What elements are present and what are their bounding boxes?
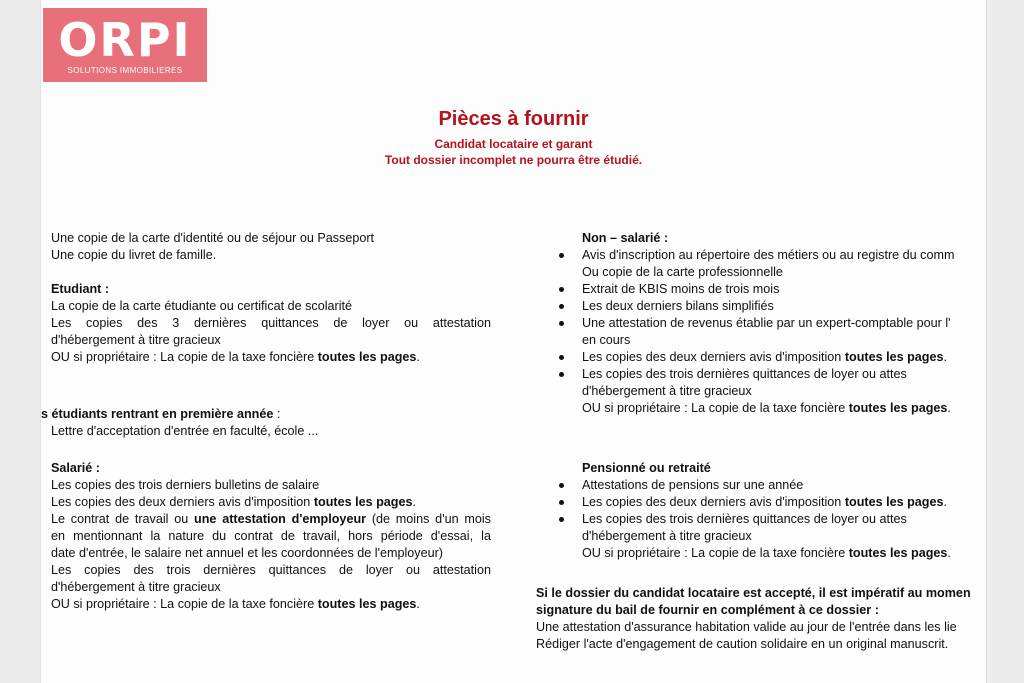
list-item: Le contrat de travail ou une attestation d'employeur (de moins d'un mois — [51, 512, 491, 526]
section-dossier-accepte — [536, 585, 971, 653]
bullet-item: Les copies des trois dernières quittances de loyer ou attes — [536, 366, 954, 383]
orpi-logo — [43, 8, 207, 82]
list-item: d'hébergement à titre gracieux — [51, 580, 221, 594]
page-warning: Tout dossier incomplet ne pourra être étudié. — [384, 153, 643, 167]
section-heading: Salarié : — [51, 461, 101, 475]
section-non-salarie — [536, 230, 954, 417]
list-item: Les copies des trois dernières quittances de loyer ou attestation — [51, 563, 491, 577]
general-line: Une copie de la carte d'identité ou de séjour ou Passeport — [51, 231, 375, 245]
general-line: Une copie du livret de famille. — [51, 248, 217, 262]
list-item: Les copies des trois derniers bulletins de salaire — [51, 478, 320, 492]
section-heading: Etudiant : — [51, 282, 110, 296]
bullet-item: Les deux derniers bilans simplifiés — [536, 298, 954, 315]
notice-bold-line: signature du bail de fournir en complément à ce dossier : — [536, 603, 879, 617]
notice-line: Rédiger l'acte d'engagement de caution solidaire en un original manuscrit. — [536, 637, 949, 651]
list-item: Lettre d'acceptation d'entrée en faculté, école ... — [51, 424, 319, 438]
list-item: en mentionnant la nature du contrat de travail, hors période d'essai, la — [51, 529, 491, 543]
bullet-continuation: d'hébergement à titre gracieux — [582, 529, 752, 543]
bullet-continuation: en cours — [582, 333, 631, 347]
section-heading: Non – salarié : — [582, 231, 669, 245]
list-item: OU si propriétaire : La copie de la taxe foncière toutes les pages. — [51, 350, 420, 364]
section-heading: Pensionné ou retraité — [582, 461, 711, 475]
section-salarie — [51, 460, 491, 613]
bullet-continuation: Ou copie de la carte professionnelle — [582, 265, 783, 279]
document-header — [41, 108, 986, 168]
list-item: Les copies des deux derniers avis d'imposition toutes les pages. — [51, 495, 417, 509]
page-title: Pièces à fournir — [438, 108, 589, 130]
document-page — [40, 0, 987, 683]
list-item: date d'entrée, le salaire net annuel et les coordonnées de l'employeur) — [51, 546, 443, 560]
logo-wordmark: ORPI — [58, 13, 192, 67]
bullet-item: Extrait de KBIS moins de trois mois — [536, 281, 954, 298]
general-documents — [51, 230, 374, 264]
list-item: Les copies des 3 dernières quittances de loyer ou attestation — [51, 316, 491, 330]
list-item: OU si propriétaire : La copie de la taxe foncière toutes les pages. — [51, 597, 420, 611]
list-item: d'hébergement à titre gracieux — [51, 333, 221, 347]
bullet-item: Attestations de pensions sur une année — [536, 477, 951, 494]
notice-bold-line: Si le dossier du candidat locataire est accepté, il est impératif au momen — [536, 586, 971, 600]
bullet-item: Une attestation de revenus établie par un expert-comptable pour l' — [536, 315, 954, 332]
bullet-item: Les copies des trois dernières quittances de loyer ou attes — [536, 511, 951, 528]
page-subtitle: Candidat locataire et garant — [434, 137, 593, 151]
bullet-continuation: OU si propriétaire : La copie de la taxe foncière toutes les pages. — [582, 546, 951, 560]
bullet-continuation: d'hébergement à titre gracieux — [582, 384, 752, 398]
list-item: La copie de la carte étudiante ou certificat de scolarité — [51, 299, 353, 313]
notice-line: Une attestation d'assurance habitation valide au jour de l'entrée dans les lie — [536, 620, 957, 634]
section-etudiant — [51, 281, 491, 366]
bullet-item: Les copies des deux derniers avis d'imposition toutes les pages. — [536, 494, 951, 511]
bullet-item: Les copies des deux derniers avis d'imposition toutes les pages. — [536, 349, 954, 366]
section-retraite — [536, 460, 951, 562]
section-heading: s étudiants rentrant en première année : — [41, 407, 281, 421]
section-premiere-annee — [41, 406, 318, 440]
logo-tagline: SOLUTIONS IMMOBILIERES — [67, 66, 183, 75]
bullet-item: Avis d'inscription au répertoire des métiers ou au registre du comm — [536, 247, 954, 264]
bullet-continuation: OU si propriétaire : La copie de la taxe foncière toutes les pages. — [582, 401, 951, 415]
